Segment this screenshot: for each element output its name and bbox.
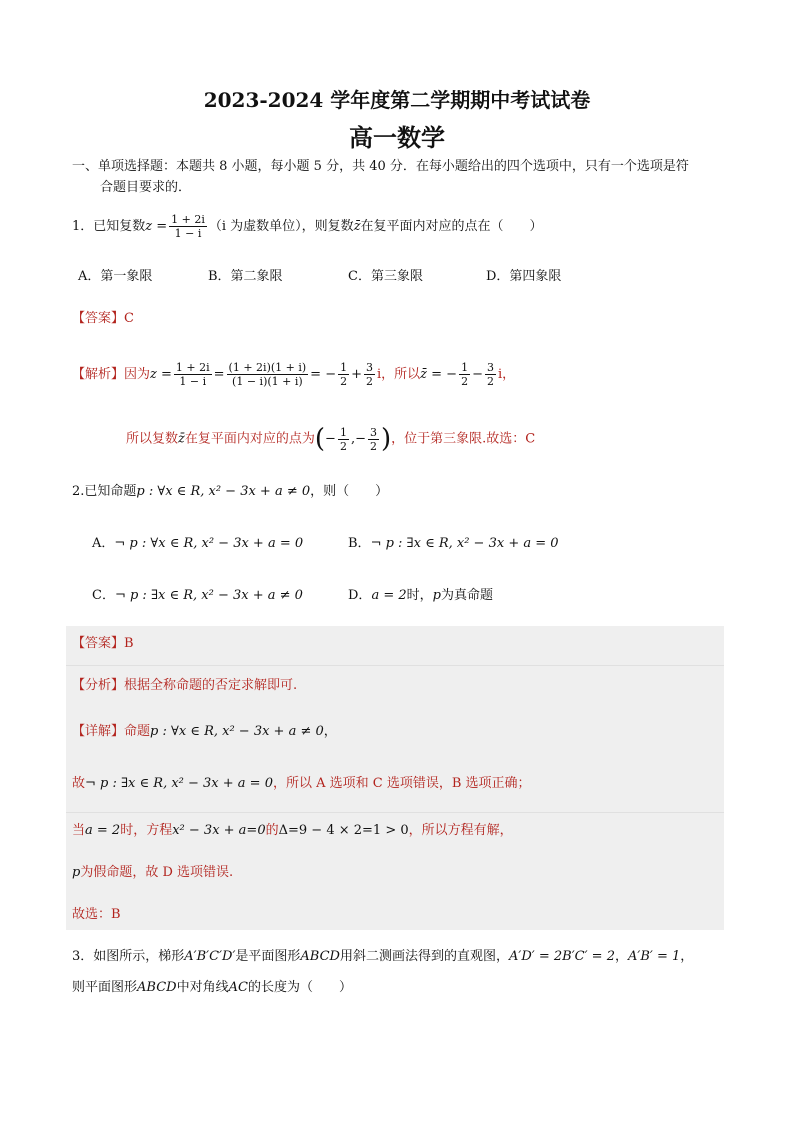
q2-l3-a: a = 2: [85, 823, 121, 838]
q1-minus: −: [472, 367, 483, 382]
q2-l3-mid2: 的: [265, 823, 279, 838]
q1-analysis-frac3: [338, 361, 349, 388]
q2-detail-tag: 【详解】: [72, 724, 125, 739]
q2-option-b-label: B．: [348, 536, 371, 551]
q1-i2: i，: [497, 367, 516, 382]
right-paren-icon: ): [380, 424, 392, 454]
q1-pt-f1-num: 1: [339, 425, 347, 439]
q2-detail-line4: [72, 864, 233, 882]
q2-detail-line3: [72, 822, 513, 840]
q2-option-d-math: a = 2: [371, 588, 407, 603]
q3-l2-mid: 中对角线: [176, 980, 229, 995]
q3-l1-mid2: 用斜二测画法得到的直观图，: [339, 949, 509, 964]
q2-l3-delta: Δ=9 − 4 × 2=1 > 0: [278, 823, 409, 838]
q2-l3-pre: 当: [72, 823, 86, 838]
q2-option-d: [348, 587, 493, 605]
q3-l2-pre: 则平面图形: [72, 980, 138, 995]
q1-eq2: = −: [310, 367, 337, 382]
q1-l2-zbar: z̄: [178, 431, 185, 447]
q1-zbar: z̄: [353, 219, 361, 234]
q1-option-c: C．第三象限: [348, 269, 423, 284]
q2-l4-tail: 为假命题，故 D 选项错误.: [80, 865, 234, 880]
q2-option-b-math: ¬ p : ∃x ∈ R, x² − 3x + a = 0: [370, 536, 559, 551]
q2-analysis: [72, 677, 297, 695]
q1-f5-den: 2: [461, 375, 469, 388]
q1-analysis-frac1: [174, 361, 212, 388]
q2-l2-tail: ，所以 A 选项和 C 选项错误，B 选项正确；: [272, 776, 531, 791]
q2-option-d-mid: 时，: [406, 588, 433, 603]
q2-detail-math: p : ∀x ∈ R, x² − 3x + a ≠ 0: [150, 724, 324, 739]
q3-abcd2: ABCD: [137, 980, 177, 995]
q2-option-a-label: A．: [92, 536, 115, 551]
q1-pt-f1-den: 2: [339, 439, 347, 453]
q1-f4-den: 2: [366, 375, 373, 388]
q1-fraction: [169, 213, 207, 240]
q1-answer-value: C: [124, 311, 134, 326]
q1-f2-den: (1 − i)(1 + i): [232, 375, 303, 388]
q2-option-d-label: D．: [348, 588, 372, 603]
q2-l3-tail: ，所以方程有解，: [408, 823, 513, 838]
q1-pt-comma: ,−: [350, 431, 366, 447]
q2-l2-pre: 故: [72, 776, 86, 791]
question-3-line1: [72, 948, 693, 966]
q1-frac-den: 1 − i: [174, 227, 202, 240]
q1-pt-frac1: [338, 426, 349, 453]
question-3-line2: [72, 979, 352, 997]
q1-answer-tag: 【答案】: [72, 311, 125, 326]
divider: [66, 665, 724, 666]
q1-option-a: A．第一象限: [78, 269, 153, 284]
q1-f4-num: 3: [366, 361, 373, 374]
divider: [66, 812, 724, 813]
q2-analysis-text: 根据全称命题的否定求解即可.: [124, 678, 298, 693]
q2-detail-line2: [72, 775, 531, 793]
q2-option-b: [348, 535, 559, 553]
q3-l1-pre: 3．如图所示，梯形: [72, 949, 185, 964]
q1-plus: +: [351, 367, 362, 382]
q1-option-b: B．第二象限: [208, 269, 283, 284]
q1-l2-tail: ，位于第三象限.故选：C: [391, 431, 536, 447]
q1-f6-den: 2: [486, 375, 494, 388]
q1-l2-mid: 在复平面内对应的点为: [184, 431, 315, 447]
q2-detail-line5: 故选：B: [72, 907, 121, 922]
q1-pt-f2-num: 3: [369, 425, 377, 439]
q1-answer: [72, 310, 134, 328]
left-paren-icon: (: [314, 424, 326, 454]
q1-prefix: 1．已知复数: [72, 219, 146, 234]
q1-analysis-z: z =: [150, 367, 172, 382]
section-heading-line2: 合题目要求的．: [100, 180, 192, 195]
q3-comma: ，: [614, 949, 628, 964]
q1-analysis-line2: [126, 420, 535, 459]
q1-option-d: D．第四象限: [486, 269, 562, 284]
q2-option-c-math: ¬ p : ∃x ∈ R, x² − 3x + a ≠ 0: [114, 588, 303, 603]
question-1-stem: [72, 212, 543, 242]
question-2-stem: [72, 483, 388, 501]
q1-suffix: （i 为虚数单位），则复数: [208, 219, 354, 234]
q2-stem-math: p : ∀x ∈ R, x² − 3x + a ≠ 0: [136, 484, 311, 499]
q1-f3-den: 2: [340, 375, 348, 388]
q3-abcd: ABCD: [300, 949, 340, 964]
exam-title: 2023-2024 学年度第二学期期中考试试卷: [203, 88, 591, 112]
q2-l4-p: p: [72, 865, 81, 880]
q1-f5-num: 1: [461, 361, 469, 374]
q1-analysis-frac2: [227, 361, 309, 388]
q2-detail: [72, 723, 337, 741]
q2-option-d-tail: 为真命题: [440, 588, 493, 603]
q1-frac-num: 1 + 2i: [171, 213, 205, 226]
q1-analysis: [72, 356, 515, 394]
q3-trapezoid: A′B′C′D′: [184, 949, 236, 964]
q3-eq2: A′B′ = 1: [628, 949, 681, 964]
q3-comma2: ，: [680, 949, 694, 964]
q1-f2-num: (1 + 2i)(1 + i): [228, 361, 307, 374]
q2-option-a: [92, 535, 303, 553]
q1-analysis-frac6: [485, 361, 496, 388]
q2-l3-mid: 时，方程: [120, 823, 173, 838]
q2-option-a-math: ¬ p : ∀x ∈ R, x² − 3x + a = 0: [114, 536, 304, 551]
q1-f1-num: 1 + 2i: [175, 361, 210, 374]
q2-option-d-p: p: [432, 588, 441, 603]
q2-answer-tag: 【答案】: [72, 636, 125, 651]
q1-analysis-frac5: [459, 361, 470, 388]
q1-tail: 在复平面内对应的点在（ ）: [360, 219, 543, 234]
q1-pt-frac2: [368, 426, 379, 453]
q2-option-c-label: C．: [92, 588, 115, 603]
q1-f1-den: 1 − i: [179, 375, 207, 388]
q2-answer-value: B: [124, 636, 134, 651]
q1-f6-num: 3: [486, 361, 494, 374]
q2-l2-math: ¬ p : ∃x ∈ R, x² − 3x + a = 0: [85, 776, 273, 791]
q2-stem-pre: 2.已知命题: [72, 484, 137, 499]
q2-detail-tail: ，: [323, 724, 337, 739]
q1-eq1: =: [213, 367, 225, 382]
q1-l2-pre: 所以复数: [126, 431, 179, 447]
q2-l3-eq: x² − 3x + a=0: [172, 823, 266, 838]
q2-detail-pre: 命题: [124, 724, 151, 739]
q1-pt-f2-den: 2: [369, 439, 377, 453]
q1-analysis-tag: 【解析】: [72, 367, 125, 382]
q1-i1: i，所以: [377, 367, 421, 382]
q1-pt-minus: −: [325, 431, 336, 447]
q2-analysis-tag: 【分析】: [72, 678, 125, 693]
q2-option-c: [92, 587, 303, 605]
section-heading-line1: 一、单项选择题：本题共 8 小题，每小题 5 分，共 40 分．在每小题给出的四个选项中，只有一个选项是符: [72, 159, 689, 174]
q2-answer: [72, 635, 134, 653]
q3-l2-tail: 的长度为（ ）: [247, 980, 352, 995]
q3-l1-mid: 是平面图形: [235, 949, 301, 964]
q1-analysis-pre: 因为: [124, 367, 151, 382]
q2-stem-tail: ，则（ ）: [310, 484, 389, 499]
q3-ac: AC: [228, 980, 248, 995]
q1-f3-num: 1: [340, 361, 348, 374]
q1-zbar2: z̄ = −: [420, 367, 458, 382]
exam-subtitle: 高一数学: [349, 123, 445, 152]
q1-z-eq: z =: [145, 219, 168, 234]
q3-eq1: A′D′ = 2B′C′ = 2: [509, 949, 615, 964]
q1-analysis-frac4: [364, 361, 375, 388]
